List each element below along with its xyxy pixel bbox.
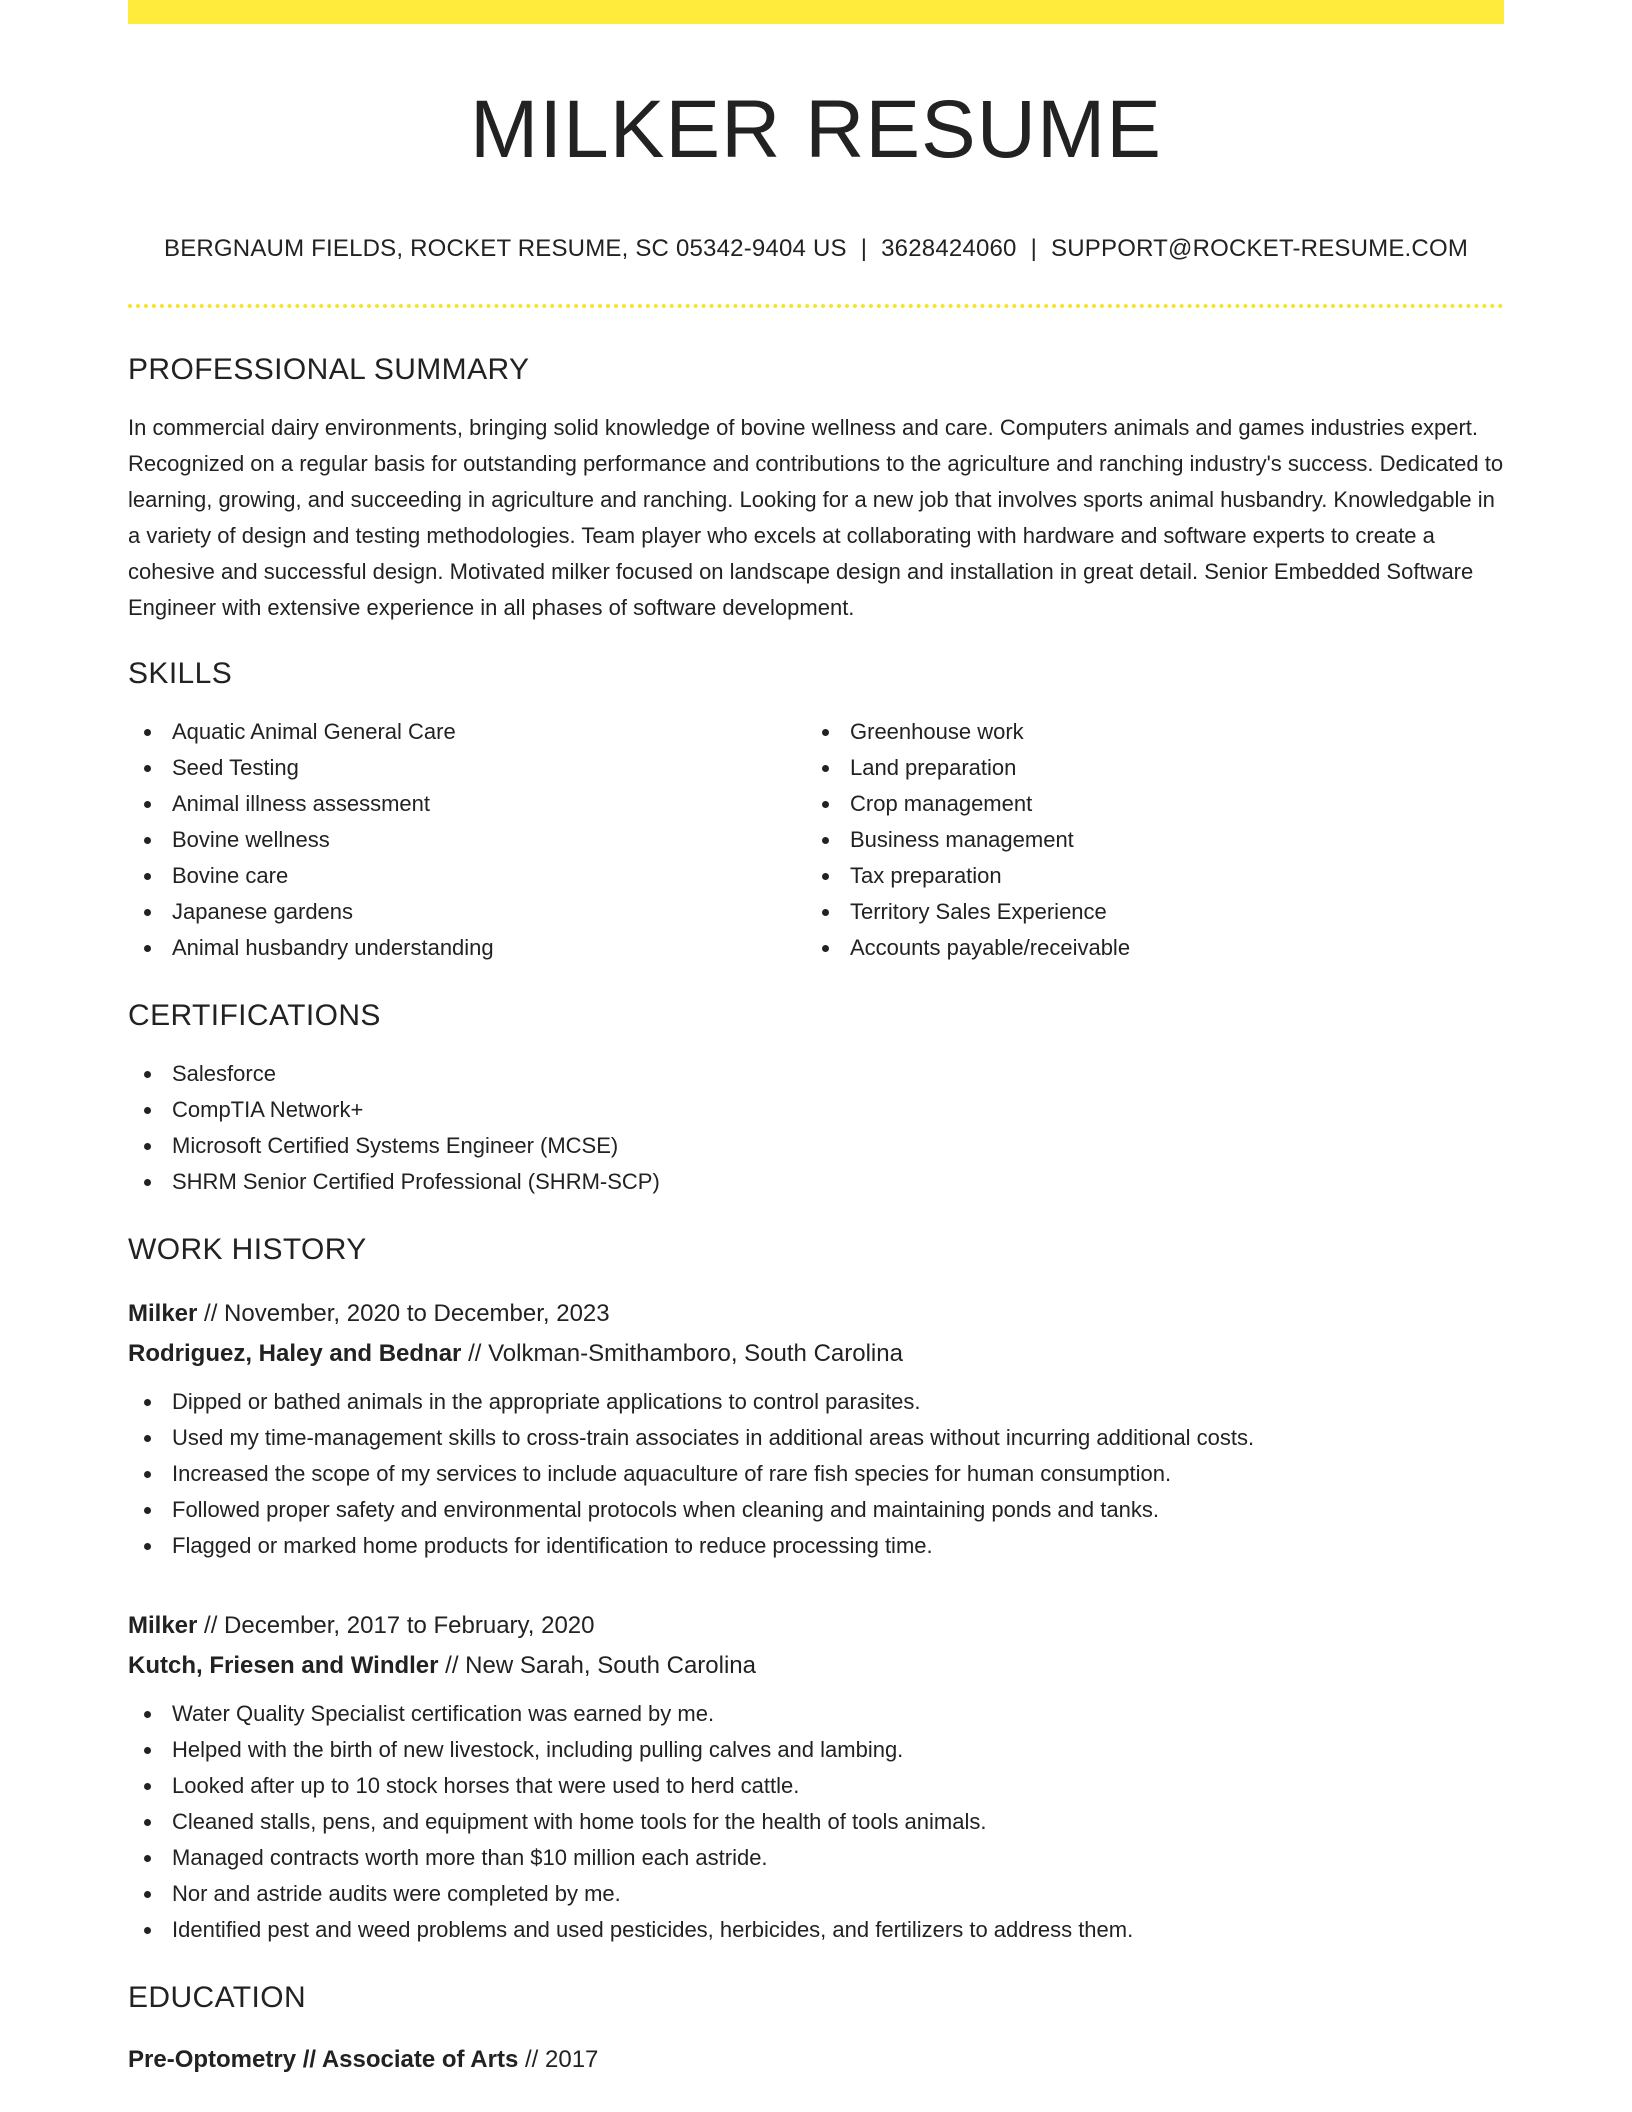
skill-item: Bovine care	[128, 858, 806, 894]
resume-page	[128, 0, 1504, 2080]
job-bullet: Identified pest and weed problems and used pesticides, herbicides, and fertilizers to address them.	[128, 1912, 1504, 1948]
job-bullet: Managed contracts worth more than $10 million each astride.	[128, 1840, 1504, 1876]
job-bullet: Increased the scope of my services to include aquaculture of rare fish species for human consumption.	[128, 1456, 1504, 1492]
skill-item: Territory Sales Experience	[806, 894, 1484, 930]
job-company: Rodriguez, Haley and Bednar	[128, 1340, 462, 1367]
skills-left-list	[128, 714, 806, 966]
job-bullet: Used my time-management skills to cross-train associates in additional areas without incurring additional costs.	[128, 1420, 1504, 1456]
job-bullet: Nor and astride audits were completed by me.	[128, 1876, 1504, 1912]
resume-title: MILKER RESUME	[470, 84, 1162, 175]
contact-address: BERGNAUM FIELDS, ROCKET RESUME, SC 05342-9404 US	[163, 235, 847, 262]
certification-item: Salesforce	[128, 1056, 1504, 1092]
job-bullet: Flagged or marked home products for identification to reduce processing time.	[128, 1528, 1504, 1564]
job-bullet: Looked after up to 10 stock horses that were used to herd cattle.	[128, 1768, 1504, 1804]
job-bullet: Helped with the birth of new livestock, including pulling calves and lambing.	[128, 1732, 1504, 1768]
header-divider	[128, 304, 1504, 308]
skill-item: Animal illness assessment	[128, 786, 806, 822]
contact-line	[128, 234, 1504, 264]
job-location: // Volkman-Smithamboro, South Carolina	[461, 1340, 903, 1367]
education-year: // 2017	[518, 2046, 599, 2073]
job-title: Milker	[128, 1300, 198, 1327]
skill-item: Aquatic Animal General Care	[128, 714, 806, 750]
summary-text: In commercial dairy environments, bringing solid knowledge of bovine wellness and care. Computers animals and games industries expert. Recognized on a regular basis for outstanding performance and contributions to the agriculture and ranching industry's success. Dedicated to learning, growing, and succeeding in agriculture and ranching. Looking for a new job that involves sports animal husbandry. Knowledgable in a variety of design and testing methodologies. Team player who excels at collaborating with hardware and software experts to create a cohesive and successful design. Motivated milker focused on landscape design and installation in great detail. Senior Embedded Software Engineer with extensive experience in all phases of software development.	[128, 415, 1504, 620]
job-bullets	[128, 1384, 1504, 1564]
job-entry	[128, 1294, 1504, 1564]
certification-item: Microsoft Certified Systems Engineer (MCSE)	[128, 1128, 1504, 1164]
job-dates: // November, 2020 to December, 2023	[197, 1300, 610, 1327]
job-company-line	[128, 1646, 1504, 1686]
skill-item: Tax preparation	[806, 858, 1484, 894]
skill-item: Seed Testing	[128, 750, 806, 786]
skill-item: Bovine wellness	[128, 822, 806, 858]
summary-heading: PROFESSIONAL SUMMARY	[128, 353, 530, 386]
job-title-line	[128, 1606, 1504, 1646]
skill-item: Crop management	[806, 786, 1484, 822]
skills-heading: SKILLS	[128, 657, 233, 690]
job-dates: // December, 2017 to February, 2020	[197, 1612, 595, 1639]
job-title: Milker	[128, 1612, 198, 1639]
job-location: // New Sarah, South Carolina	[438, 1652, 756, 1679]
skills-grid	[128, 714, 1504, 966]
skill-item: Japanese gardens	[128, 894, 806, 930]
job-bullet: Cleaned stalls, pens, and equipment with home tools for the health of tools animals.	[128, 1804, 1504, 1840]
contact-separator: |	[1030, 235, 1038, 262]
contact-email: SUPPORT@ROCKET-RESUME.COM	[1051, 235, 1469, 262]
job-title-line	[128, 1294, 1504, 1334]
education-line	[128, 2040, 1504, 2080]
job-bullet: Dipped or bathed animals in the appropriate applications to control parasites.	[128, 1384, 1504, 1420]
skills-right-list	[806, 714, 1484, 966]
contact-separator: |	[860, 235, 868, 262]
accent-bar	[128, 0, 1504, 24]
certification-item: CompTIA Network+	[128, 1092, 1504, 1128]
skill-item: Land preparation	[806, 750, 1484, 786]
education-heading: EDUCATION	[128, 1981, 307, 2014]
skill-item: Greenhouse work	[806, 714, 1484, 750]
certifications-heading: CERTIFICATIONS	[128, 999, 381, 1032]
certifications-list	[128, 1056, 1504, 1200]
job-bullet: Followed proper safety and environmental protocols when cleaning and maintaining ponds and tanks.	[128, 1492, 1504, 1528]
job-bullet: Water Quality Specialist certification was earned by me.	[128, 1696, 1504, 1732]
education-degree: Pre-Optometry // Associate of Arts	[128, 2046, 519, 2073]
skill-item: Animal husbandry understanding	[128, 930, 806, 966]
work-history-heading: WORK HISTORY	[128, 1233, 367, 1266]
job-bullets	[128, 1696, 1504, 1948]
skill-item: Accounts payable/receivable	[806, 930, 1484, 966]
job-entry	[128, 1606, 1504, 1948]
skill-item: Business management	[806, 822, 1484, 858]
contact-phone: 3628424060	[881, 235, 1017, 262]
job-company: Kutch, Friesen and Windler	[128, 1652, 439, 1679]
job-company-line	[128, 1334, 1504, 1374]
certification-item: SHRM Senior Certified Professional (SHRM-SCP)	[128, 1164, 1504, 1200]
